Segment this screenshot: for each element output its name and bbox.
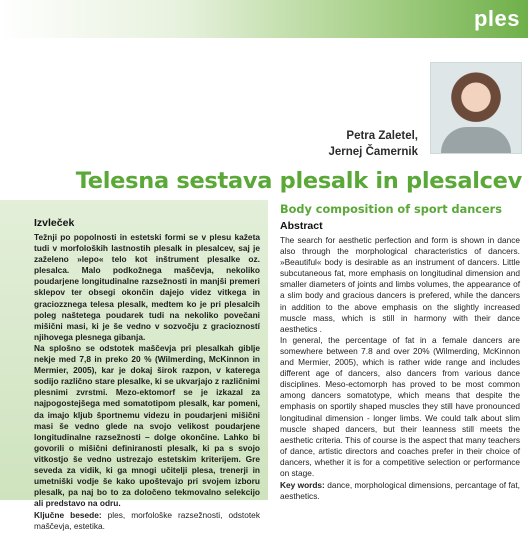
authors-block: [329, 128, 419, 160]
keywords-en-label: Key words:: [280, 480, 325, 491]
abstract-en-paragraph-2: In general, the percentage of fat in a female dancers are somewhere between 7.8 and over 20% (Wilmerding, McKinnon and Mermier, 2005), which is rather wide range and includes different age of dancers, also dancers from various dance disciplines. Meso-ectomorph has proved to be most common among dancers somatotype, which means that despite the emphasis on sportily shaped muscles they still have pronounced longitudinal dimension - longer limbs. We could talk about slim muscle shaped dancers, but their leanness still meets the aesthetic criteria. This of course is the aspect that many teachers of dance, artistic directors and coaches prefer in their choice of dancers, whether it is for a competitive selection or performance on stage.: [280, 334, 520, 478]
keywords-en-value: dance, morphological dimensions, percantage of fat, aesthetics.: [280, 480, 520, 502]
abstract-en-keywords: [280, 480, 520, 502]
abstract-en-paragraph-1: The search for aesthetic perfection and form is shown in dance also through the morphological characteristics of dancers. »Beautiful« body is desirable as an instrument of dancers. Little subcutaneous fat, more emphasis on longitudinal dimension and smaller diameters of joints and limbs volumes, the appearance of a slim body and gracious dancers is prefered, while the dancers in addition to the above emphasis on the slightly increased muscle mass, which is still in harmony with their dance aesthetics .: [280, 235, 520, 334]
header-band: [0, 0, 528, 38]
abstract-slovene: [0, 200, 268, 532]
abstract-sl-heading: Izvleček: [34, 217, 75, 229]
article-title-english: Body composition of sport dancers: [280, 203, 502, 216]
abstract-sl-paragraph-1: Težnji po popolnosti in estetski formi se v plesu kažeta tudi v morfoloških lastnostih plesalk in plesalcev, saj je zaželeno »lepo« telo kot inštrument plesalke oz. plesalca. Malo podkožnega maščevja, nekoliko poudarjene longitudinalne razsežnosti in manjši premeri sklepov ter obsegi okončin dajejo videz vitkega in graciozznega telesa plesalk, medtem ko je pri plesalcih poleg naštetega poudarek tudi na nekoliko povečani mišični masi, ki je še vedno v sozvočju z graciozností njihovega plesnega gibanja.: [34, 232, 260, 342]
abstract-sl-keywords: [34, 510, 260, 532]
author-photo: [430, 62, 522, 154]
abstract-english: [280, 203, 520, 502]
keywords-sl-value: ples, morfološke razsežnosti, odstotek maščevja, estetika.: [34, 510, 260, 532]
abstract-sl-paragraph-2: Na splošno se odstotek maščevja pri plesalkah giblje nekje med 7,8 in preko 20 % (Wilmerding, McKinnon in Mermier, 2005), kar je dokaj širok razpon, v katerega sodijo različno stare plesalke, ki se ukvarjajo z različnimi plesnimi zvrstmi. Mezo-ektomorf se je izkazal za najpogostejšega med somatotipom plesalk, kar pomeni, da imajo kljub športnemu videzu in poudarjeni mišični masi še vedno glede na svojo velikost poudarjene longitudinalne razsežnosti – dolge okončine. Lahko bi govorili o mišični definiranosti plesalk, ki pa s svojo vitkostjo še vedno ustrezajo estetskim kriterijem. Gre seveda za vidik, ki ga mnogi učitelji plesa, trenerji in umetniški vodje še kako upoštevajo pri svojem izboru plesalk, pa naj bo to za določeno tekmovalno selekcijo ali predstavo na odru.: [34, 342, 260, 509]
section-tag: ples: [473, 6, 520, 31]
abstract-en-heading: Abstract: [280, 220, 323, 232]
author-photo-figure: [441, 127, 511, 153]
article-title: Telesna sestava plesalk in plesalcev: [75, 168, 522, 194]
author-2: Jernej Čamernik: [328, 146, 418, 158]
keywords-sl-label: Ključne besede:: [34, 510, 102, 521]
author-1: Petra Zaletel,: [346, 130, 418, 142]
